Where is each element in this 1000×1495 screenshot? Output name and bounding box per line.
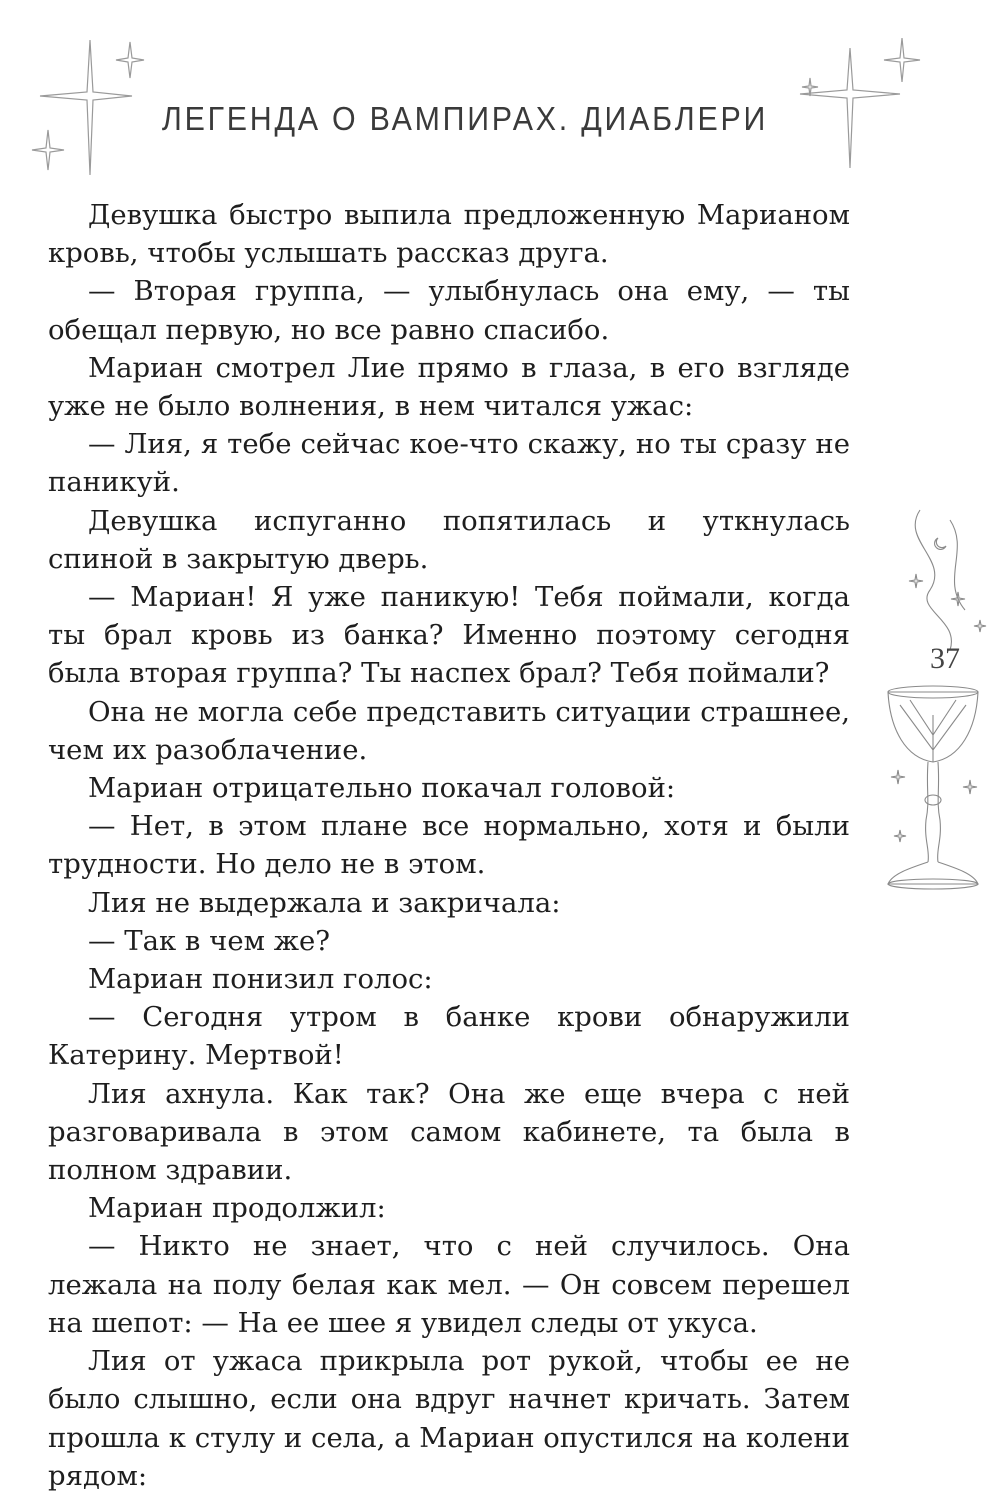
paragraph: — Никто не знает, что с ней случилось. Она лежала на полу белая как мел. — Он совсем перешел на шепот: — На ее шее я увидел следы от укуса. — [48, 1230, 850, 1339]
paragraph: Лия не выдержала и закричала: — [88, 886, 561, 919]
paragraph: Лия ахнула. Как так? Она же еще вчера с ней разговаривала в этом самом кабинете, та была в полном здравии. — [48, 1077, 850, 1187]
paragraph: Девушка испуганно попятилась и уткнулась спиной в закрытую дверь. — [48, 504, 850, 575]
paragraph: Девушка быстро выпила предложенную Марианом кровь, чтобы услышать рассказ друга. — [48, 199, 850, 270]
paragraph: Мариан продолжил: — [88, 1192, 386, 1225]
paragraph: — Вторая группа, — улыбнулась она ему, — ты обещал первую, но все равно спасибо. — [48, 275, 850, 346]
paragraph: — Нет, в этом плане все нормально, хотя и были трудности. Но дело не в этом. — [48, 810, 850, 881]
paragraph: Мариан смотрел Лие прямо в глаза, в его взгляде уже не было волнения, в нем читался ужас: — [48, 351, 850, 423]
paragraph: Лия от ужаса прикрыла рот рукой, чтобы ее не было слышно, если она вдруг начнет кричать. Затем прошла к стулу и села, а Мариан опустился на колени рядом: — [48, 1345, 850, 1492]
page-number: 37 — [930, 642, 960, 675]
paragraph: — Так в чем же? — [88, 924, 331, 957]
goblet-icon — [880, 500, 990, 900]
running-header-title: ЛЕГЕНДА О ВАМПИРАХ. ДИАБЛЕРИ — [161, 100, 769, 137]
paragraph: — Лия, я тебе сейчас кое-что скажу, но ты сразу не паникуй. — [48, 428, 850, 499]
paragraph: Мариан понизил голос: — [88, 963, 433, 996]
paragraph: Мариан отрицательно покачал головой: — [88, 772, 676, 805]
paragraph: — Мариан! Я уже паникую! Тебя поймали, когда ты брал кровь из банка? Именно поэтому сегодня была вторая группа? Ты наспех брал? Тебя поймали? — [48, 581, 850, 690]
paragraph: Она не могла себе представить ситуации страшнее, чем их разоблачение. — [48, 695, 850, 766]
body-text — [48, 196, 850, 1495]
paragraph: — Сегодня утром в банке крови обнаружили Катерину. Мертвой! — [48, 1001, 850, 1072]
